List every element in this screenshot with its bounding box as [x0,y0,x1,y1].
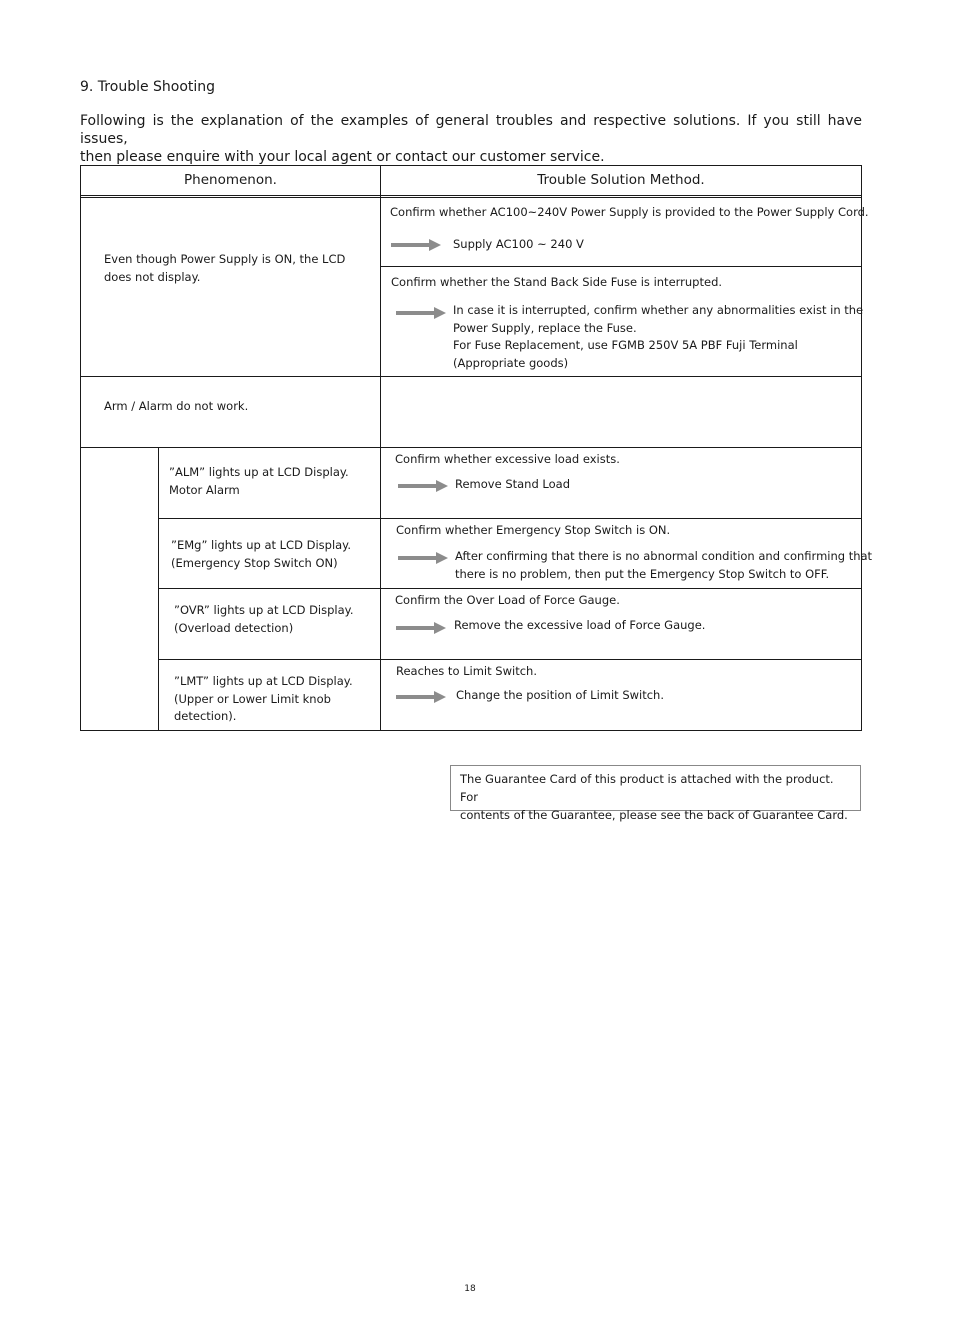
lmt-phenomenon-line: ”LMT” lights up at LCD Display. [174,674,353,688]
emg-action-line: there is no problem, then put the Emergency Stop Switch to OFF. [455,566,830,581]
table-rule [80,730,862,731]
power-action-1: Supply AC100 ~ 240 V [453,237,584,251]
right-arrow-icon [398,551,448,565]
table-rule [380,165,381,731]
right-arrow-icon [396,306,446,320]
emg-check: Confirm whether Emergency Stop Switch is ON. [396,523,671,537]
power-action-line: (Appropriate goods) [453,355,569,370]
table-rule [158,588,862,589]
intro-line-1: Following is the explanation of the examples of general troubles and respective solutions. If you still have issues, [80,113,862,147]
ovr-phenomenon-line: ”OVR” lights up at LCD Display. [174,603,354,617]
power-check-2: Confirm whether the Stand Back Side Fuse is interrupted. [391,275,723,289]
table-rule [80,197,862,198]
alm-phenomenon-line: ”ALM” lights up at LCD Display. [169,465,349,479]
ovr-phenomenon-line: (Overload detection) [174,620,294,635]
lmt-check: Reaches to Limit Switch. [396,664,537,678]
power-action-line: For Fuse Replacement, use FGMB 250V 5A PBF Fuji Terminal [453,338,798,352]
intro-line-2: then please enquire with your local agent or contact our customer service. [80,149,605,165]
header-solution: Trouble Solution Method. [537,172,705,188]
alm-action: Remove Stand Load [455,477,571,491]
guarantee-line: The Guarantee Card of this product is attached with the product. For [460,772,834,804]
right-arrow-icon [398,479,448,493]
power-phenomenon [104,251,345,286]
alm-phenomenon-line: Motor Alarm [169,482,240,497]
intro-paragraph [80,112,862,166]
emg-phenomenon-line: ”EMg” lights up at LCD Display. [171,538,352,552]
emg-phenomenon-line: (Emergency Stop Switch ON) [171,555,338,570]
arm-phenomenon: Arm / Alarm do not work. [104,399,249,413]
power-action-line: In case it is interrupted, confirm whether any abnormalities exist in the [453,303,864,317]
emg-action [455,548,872,583]
table-rule [80,165,862,166]
lmt-phenomenon-line: (Upper or Lower Limit knob [174,691,331,706]
alm-phenomenon [169,464,349,499]
table-rule [80,447,862,448]
guarantee-line: contents of the Guarantee, please see the back of Guarantee Card. [460,808,848,822]
right-arrow-icon [391,238,441,252]
section-heading: 9. Trouble Shooting [80,79,216,95]
lmt-action: Change the position of Limit Switch. [456,688,664,702]
emg-phenomenon [171,537,351,572]
table-rule [158,659,862,660]
alm-check: Confirm whether excessive load exists. [395,452,620,466]
table-rule [158,518,862,519]
table-rule [80,165,81,731]
page-number: 18 [464,1284,476,1294]
lmt-phenomenon-line: detection). [174,709,237,723]
guarantee-note [450,765,861,822]
power-check-1: Confirm whether AC100~240V Power Supply is provided to the Power Supply Cord. [390,205,869,219]
ovr-action: Remove the excessive load of Force Gauge. [454,618,706,632]
emg-action-line: After confirming that there is no abnormal condition and confirming that [455,549,873,563]
table-rule [80,195,862,196]
table-rule [861,165,862,731]
power-phenomenon-line: Even though Power Supply is ON, the LCD [104,252,346,266]
power-action-2 [453,302,863,372]
ovr-check: Confirm the Over Load of Force Gauge. [395,593,620,607]
ovr-phenomenon [174,602,354,637]
power-action-line: Power Supply, replace the Fuse. [453,320,637,335]
table-rule [158,447,159,731]
right-arrow-icon [396,621,446,635]
table-rule [380,266,862,267]
power-phenomenon-line: does not display. [104,269,201,284]
right-arrow-icon [396,690,446,704]
lmt-phenomenon [174,673,353,726]
table-rule [80,376,862,377]
header-phenomenon: Phenomenon. [184,172,277,188]
